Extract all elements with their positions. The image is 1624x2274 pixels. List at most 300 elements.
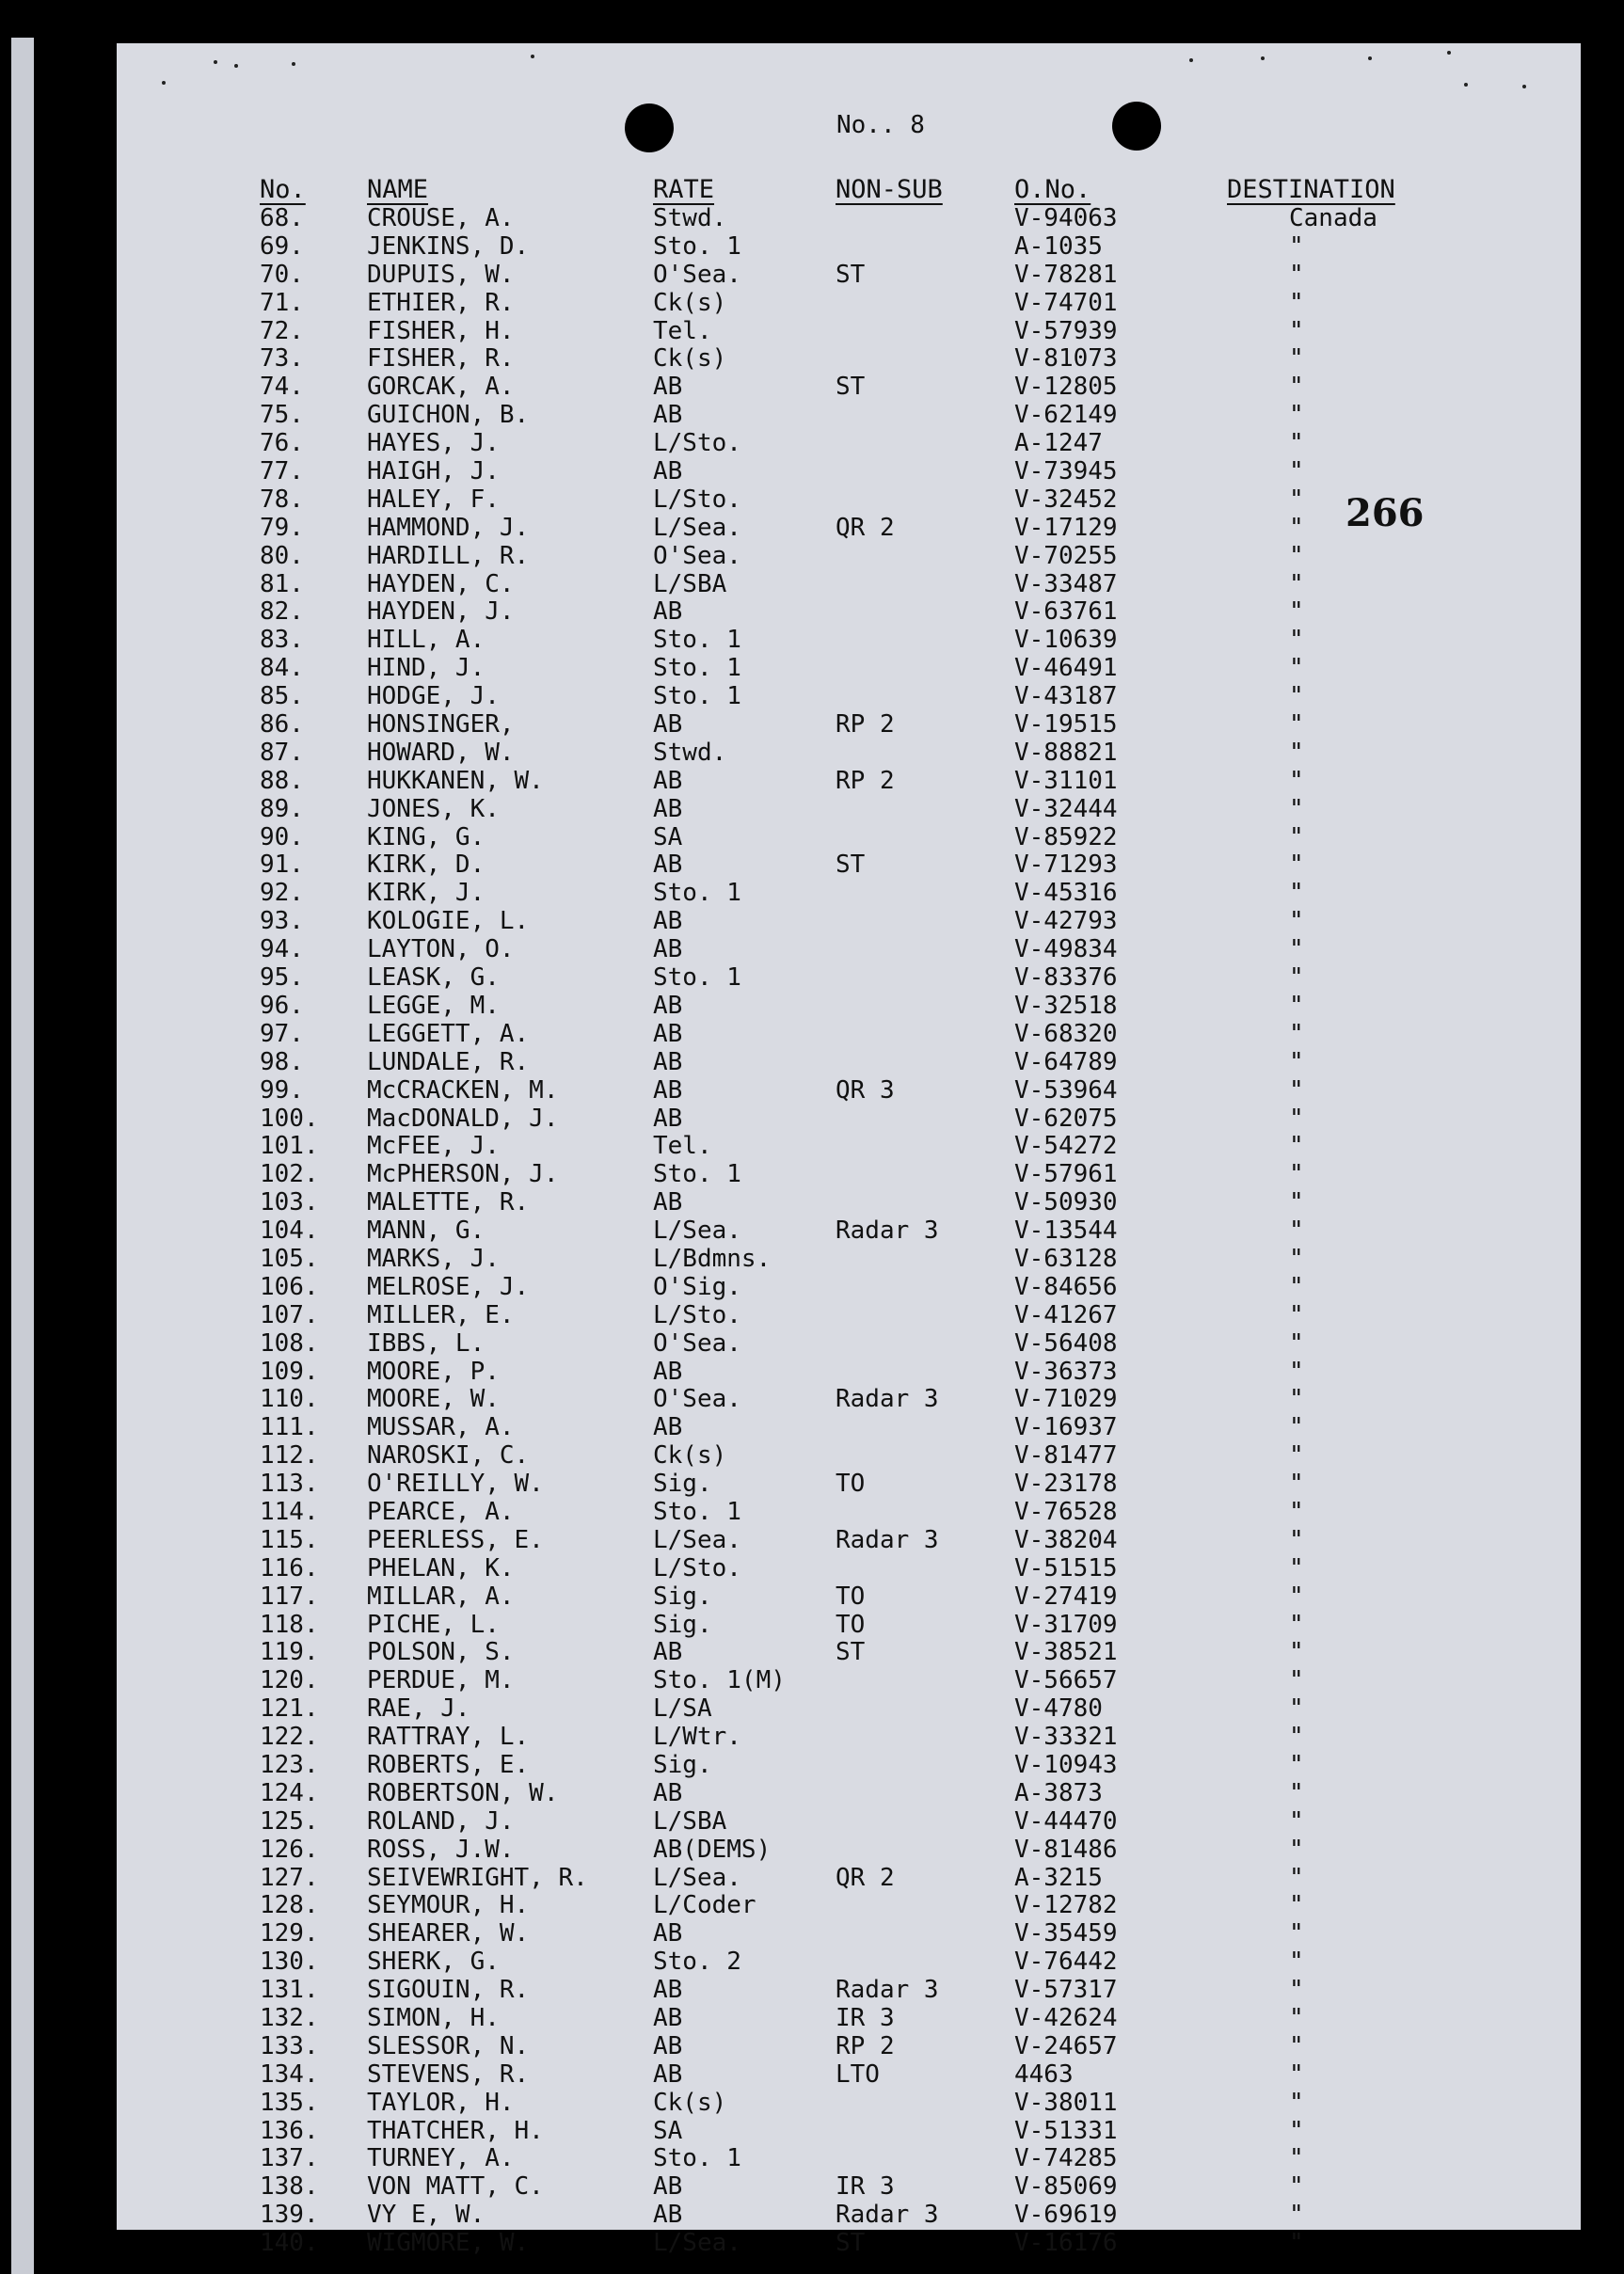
row-official-number: V-74701 (1014, 288, 1118, 317)
row-name: HAYDEN, J. (367, 597, 515, 627)
row-name: ETHIER, R. (367, 288, 515, 317)
row-rate: AB (653, 2031, 683, 2060)
row-name: HAYES, J. (367, 429, 500, 458)
row-rate: AB (653, 710, 683, 739)
row-destination: " (1289, 879, 1304, 908)
row-nonsub: ST (836, 851, 866, 880)
row-destination: " (1289, 2088, 1304, 2117)
row-official-number: V-44470 (1014, 1806, 1118, 1836)
row-number: 72. (260, 316, 304, 345)
row-rate: AB (653, 1357, 683, 1386)
row-destination: " (1289, 231, 1304, 261)
row-nonsub: IR 3 (836, 2172, 895, 2202)
row-destination: " (1289, 1272, 1304, 1301)
row-official-number: V-23178 (1014, 1470, 1118, 1499)
row-destination: " (1289, 1497, 1304, 1526)
row-name: CROUSE, A. (367, 204, 515, 232)
row-number: 111. (260, 1413, 319, 1442)
row-name: MacDONALD, J. (367, 1104, 559, 1133)
row-destination: " (1289, 2031, 1304, 2060)
row-name: LAYTON, O. (367, 935, 515, 964)
row-official-number: V-71029 (1014, 1385, 1118, 1414)
row-nonsub: TO (836, 1610, 866, 1639)
table-row (117, 543, 1581, 571)
row-destination: " (1289, 1217, 1304, 1246)
row-destination: " (1289, 1891, 1304, 1920)
row-official-number: V-70255 (1014, 541, 1118, 570)
table-row (117, 1695, 1581, 1724)
row-nonsub: RP 2 (836, 766, 895, 795)
row-official-number: V-51331 (1014, 2116, 1118, 2145)
row-number: 99. (260, 1075, 304, 1105)
row-official-number: V-32452 (1014, 485, 1118, 514)
table-row (117, 2033, 1581, 2061)
row-name: FISHER, R. (367, 344, 515, 374)
row-rate: SA (653, 2116, 683, 2145)
table-row (117, 430, 1581, 458)
row-official-number: V-19515 (1014, 710, 1118, 739)
row-destination: " (1289, 569, 1304, 598)
row-rate: L/Coder (653, 1891, 756, 1920)
row-rate: AB (653, 1075, 683, 1105)
row-rate: AB (653, 2201, 683, 2230)
table-row (117, 936, 1581, 964)
row-name: PEARCE, A. (367, 1497, 515, 1526)
row-destination: " (1289, 654, 1304, 683)
row-name: MOORE, P. (367, 1357, 500, 1386)
row-name: KIRK, D. (367, 851, 486, 880)
scan-edge (0, 38, 47, 2274)
row-official-number: V-81477 (1014, 1441, 1118, 1471)
row-destination: " (1289, 1104, 1304, 1133)
row-official-number: V-74285 (1014, 2144, 1118, 2173)
row-official-number: V-41267 (1014, 1300, 1118, 1329)
row-number: 91. (260, 851, 304, 880)
punch-hole-right (1112, 102, 1161, 151)
row-destination: " (1289, 1919, 1304, 1948)
row-official-number: V-84656 (1014, 1272, 1118, 1301)
row-official-number: V-24657 (1014, 2031, 1118, 2060)
row-destination: " (1289, 457, 1304, 486)
row-destination: " (1289, 1188, 1304, 1217)
table-row (117, 1386, 1581, 1414)
row-rate: O'Sig. (653, 1272, 741, 1301)
row-name: GUICHON, B. (367, 401, 530, 430)
table-row (117, 683, 1581, 711)
row-rate: Sig. (653, 1582, 712, 1611)
row-official-number: V-12805 (1014, 373, 1118, 402)
row-rate: L/Sto. (653, 485, 741, 514)
row-number: 103. (260, 1188, 319, 1217)
header-ono: O.No. (1014, 175, 1091, 204)
row-rate: Sto. 2 (653, 1948, 741, 1977)
row-nonsub: Radar 3 (836, 2201, 939, 2230)
row-official-number: V-81486 (1014, 1835, 1118, 1864)
row-number: 76. (260, 429, 304, 458)
row-rate: AB (653, 1413, 683, 1442)
row-official-number: V-51515 (1014, 1553, 1118, 1582)
row-official-number: V-62075 (1014, 1104, 1118, 1133)
row-official-number: V-35459 (1014, 1919, 1118, 1948)
table-row (117, 1246, 1581, 1274)
row-nonsub: LTO (836, 2059, 880, 2089)
row-destination: " (1289, 373, 1304, 402)
row-destination: " (1289, 1638, 1304, 1667)
row-official-number: V-88821 (1014, 738, 1118, 767)
row-destination: " (1289, 1244, 1304, 1273)
row-official-number: V-33487 (1014, 569, 1118, 598)
table-row (117, 655, 1581, 683)
personnel-list (117, 205, 1581, 2258)
table-row (117, 739, 1581, 768)
row-official-number: V-46491 (1014, 654, 1118, 683)
row-destination: " (1289, 1835, 1304, 1864)
header-nonsub: NON-SUB (836, 175, 943, 204)
row-destination: " (1289, 1470, 1304, 1499)
row-name: TAYLOR, H. (367, 2088, 515, 2117)
row-name: SEIVEWRIGHT, R. (367, 1863, 588, 1892)
row-rate: AB (653, 851, 683, 880)
row-official-number: V-38204 (1014, 1525, 1118, 1554)
row-official-number: V-43187 (1014, 682, 1118, 711)
row-number: 108. (260, 1328, 319, 1358)
row-name: SIMON, H. (367, 2004, 500, 2032)
table-row (117, 318, 1581, 346)
row-official-number: V-76528 (1014, 1497, 1118, 1526)
row-destination: " (1289, 513, 1304, 542)
table-row (117, 1049, 1581, 1077)
table-row (117, 1752, 1581, 1780)
row-destination: " (1289, 1300, 1304, 1329)
row-official-number: V-27419 (1014, 1582, 1118, 1611)
row-number: 124. (260, 1778, 319, 1807)
row-name: HODGE, J. (367, 682, 500, 711)
row-number: 117. (260, 1582, 319, 1611)
row-name: LEASK, G. (367, 963, 500, 993)
row-destination: " (1289, 344, 1304, 374)
row-number: 134. (260, 2059, 319, 2089)
row-number: 86. (260, 710, 304, 739)
row-rate: L/Sto. (653, 429, 741, 458)
row-destination: " (1289, 794, 1304, 823)
table-row (117, 458, 1581, 486)
row-name: ROBERTS, E. (367, 1750, 530, 1779)
row-rate: AB (653, 794, 683, 823)
row-official-number: 4463 (1014, 2059, 1074, 2089)
row-destination: " (1289, 710, 1304, 739)
table-row (117, 711, 1581, 739)
header-rate: RATE (653, 175, 715, 204)
table-row (117, 1865, 1581, 1893)
row-name: HUKKANEN, W. (367, 766, 544, 795)
row-destination: " (1289, 597, 1304, 627)
row-official-number: V-31709 (1014, 1610, 1118, 1639)
row-destination: " (1289, 1976, 1304, 2005)
row-nonsub: TO (836, 1470, 866, 1499)
table-row (117, 1583, 1581, 1612)
row-nonsub: Radar 3 (836, 1217, 939, 1246)
row-name: RAE, J. (367, 1694, 470, 1724)
table-row (117, 851, 1581, 880)
row-destination: " (1289, 907, 1304, 936)
row-destination: " (1289, 1328, 1304, 1358)
row-number: 98. (260, 1047, 304, 1076)
row-rate: L/Sto. (653, 1553, 741, 1582)
row-destination: " (1289, 1723, 1304, 1752)
table-row (117, 1414, 1581, 1442)
row-destination: " (1289, 260, 1304, 289)
header-name: NAME (367, 175, 429, 204)
table-row (117, 402, 1581, 430)
row-name: PHELAN, K. (367, 1553, 515, 1582)
row-name: MANN, G. (367, 1217, 486, 1246)
row-name: MELROSE, J. (367, 1272, 530, 1301)
table-row (117, 1780, 1581, 1808)
row-number: 97. (260, 1019, 304, 1048)
row-destination: " (1289, 626, 1304, 655)
row-name: MARKS, J. (367, 1244, 500, 1273)
row-nonsub: ST (836, 2229, 866, 2258)
row-official-number: A-1247 (1014, 429, 1103, 458)
row-official-number: V-63761 (1014, 597, 1118, 627)
row-number: 101. (260, 1132, 319, 1161)
speck (1447, 51, 1451, 55)
row-rate: AB (653, 1019, 683, 1048)
row-name: SLESSOR, N. (367, 2031, 530, 2060)
table-row (117, 1527, 1581, 1555)
speck (1522, 85, 1526, 88)
row-destination: " (1289, 1582, 1304, 1611)
row-nonsub: IR 3 (836, 2004, 895, 2032)
table-row (117, 627, 1581, 655)
row-number: 133. (260, 2031, 319, 2060)
row-number: 127. (260, 1863, 319, 1892)
row-name: HILL, A. (367, 626, 486, 655)
row-number: 132. (260, 2004, 319, 2032)
table-row (117, 1105, 1581, 1134)
row-name: THATCHER, H. (367, 2116, 544, 2145)
row-number: 130. (260, 1948, 319, 1977)
table-row (117, 1077, 1581, 1105)
row-name: MUSSAR, A. (367, 1413, 515, 1442)
table-row (117, 1161, 1581, 1189)
row-nonsub: RP 2 (836, 2031, 895, 2060)
row-destination: " (1289, 738, 1304, 767)
row-name: HAMMOND, J. (367, 513, 530, 542)
table-row (117, 2145, 1581, 2173)
row-rate: AB (653, 935, 683, 964)
row-number: 74. (260, 373, 304, 402)
row-nonsub: Radar 3 (836, 1525, 939, 1554)
row-rate: AB (653, 2172, 683, 2202)
table-row (117, 1612, 1581, 1640)
table-row (117, 1133, 1581, 1161)
row-official-number: V-68320 (1014, 1019, 1118, 1048)
table-row (117, 345, 1581, 374)
row-name: TURNEY, A. (367, 2144, 515, 2173)
row-destination: " (1289, 541, 1304, 570)
row-name: HARDILL, R. (367, 541, 530, 570)
row-official-number: V-63128 (1014, 1244, 1118, 1273)
row-official-number: V-38521 (1014, 1638, 1118, 1667)
row-name: ROBERTSON, W. (367, 1778, 559, 1807)
row-destination: " (1289, 1525, 1304, 1554)
row-destination: " (1289, 1948, 1304, 1977)
row-number: 119. (260, 1638, 319, 1667)
table-row (117, 2118, 1581, 2146)
row-number: 94. (260, 935, 304, 964)
row-number: 73. (260, 344, 304, 374)
speck (1189, 58, 1193, 62)
table-row (117, 908, 1581, 936)
table-row (117, 796, 1581, 824)
row-name: HONSINGER, (367, 710, 515, 739)
row-destination: " (1289, 766, 1304, 795)
table-row (117, 1274, 1581, 1302)
row-rate: Sig. (653, 1750, 712, 1779)
row-name: SIGOUIN, R. (367, 1976, 530, 2005)
row-destination: " (1289, 1047, 1304, 1076)
row-official-number: V-83376 (1014, 963, 1118, 993)
row-destination: " (1289, 2059, 1304, 2089)
row-destination: " (1289, 1132, 1304, 1161)
row-rate: O'Sea. (653, 260, 741, 289)
row-rate: Sto. 1 (653, 2144, 741, 2173)
table-row (117, 1948, 1581, 1977)
row-official-number: V-12782 (1014, 1891, 1118, 1920)
row-name: McPHERSON, J. (367, 1160, 559, 1189)
table-row (117, 1302, 1581, 1330)
row-number: 116. (260, 1553, 319, 1582)
row-rate: Stwd. (653, 738, 727, 767)
row-number: 68. (260, 204, 304, 232)
row-rate: Sto. 1(M) (653, 1666, 786, 1695)
table-row (117, 964, 1581, 993)
row-rate: L/SBA (653, 569, 727, 598)
row-number: 88. (260, 766, 304, 795)
row-name: PERDUE, M. (367, 1666, 515, 1695)
row-name: VON MATT, C. (367, 2172, 544, 2202)
row-nonsub: QR 3 (836, 1075, 895, 1105)
row-number: 122. (260, 1723, 319, 1752)
table-row (117, 1442, 1581, 1471)
row-rate: AB (653, 2004, 683, 2032)
row-official-number: V-71293 (1014, 851, 1118, 880)
table-row (117, 233, 1581, 262)
row-number: 135. (260, 2088, 319, 2117)
speck (214, 60, 217, 64)
row-destination: " (1289, 1075, 1304, 1105)
row-name: HOWARD, W. (367, 738, 515, 767)
row-number: 112. (260, 1441, 319, 1471)
row-number: 78. (260, 485, 304, 514)
row-rate: Sto. 1 (653, 231, 741, 261)
table-row (117, 374, 1581, 402)
row-official-number: V-16937 (1014, 1413, 1118, 1442)
row-destination: " (1289, 1778, 1304, 1807)
row-official-number: V-50930 (1014, 1188, 1118, 1217)
table-row (117, 2090, 1581, 2118)
row-official-number: V-42793 (1014, 907, 1118, 936)
row-nonsub: QR 2 (836, 1863, 895, 1892)
row-name: MOORE, W. (367, 1385, 500, 1414)
row-name: FISHER, H. (367, 316, 515, 345)
row-number: 83. (260, 626, 304, 655)
row-number: 136. (260, 2116, 319, 2145)
row-name: KOLOGIE, L. (367, 907, 530, 936)
row-number: 93. (260, 907, 304, 936)
table-row (117, 1471, 1581, 1499)
row-number: 106. (260, 1272, 319, 1301)
row-official-number: V-49834 (1014, 935, 1118, 964)
row-official-number: V-54272 (1014, 1132, 1118, 1161)
row-rate: AB (653, 1919, 683, 1948)
row-name: LEGGETT, A. (367, 1019, 530, 1048)
row-name: LEGGE, M. (367, 991, 500, 1020)
row-number: 110. (260, 1385, 319, 1414)
row-number: 125. (260, 1806, 319, 1836)
row-rate: L/Sto. (653, 1300, 741, 1329)
row-rate: L/Sea. (653, 513, 741, 542)
row-name: MILLER, E. (367, 1300, 515, 1329)
table-row (117, 1724, 1581, 1752)
table-row (117, 1189, 1581, 1217)
row-destination: " (1289, 485, 1304, 514)
row-name: HIND, J. (367, 654, 486, 683)
row-number: 131. (260, 1976, 319, 2005)
row-rate: Sig. (653, 1470, 712, 1499)
row-rate: O'Sea. (653, 541, 741, 570)
row-name: POLSON, S. (367, 1638, 515, 1667)
row-number: 102. (260, 1160, 319, 1189)
row-official-number: V-38011 (1014, 2088, 1118, 2117)
row-official-number: V-32518 (1014, 991, 1118, 1020)
row-official-number: V-85069 (1014, 2172, 1118, 2202)
row-rate: AB (653, 1104, 683, 1133)
table-row (117, 993, 1581, 1021)
row-name: HALEY, F. (367, 485, 500, 514)
table-row (117, 1639, 1581, 1667)
row-destination: " (1289, 991, 1304, 1020)
table-row (117, 1977, 1581, 2005)
row-number: 70. (260, 260, 304, 289)
row-official-number: V-57317 (1014, 1976, 1118, 2005)
row-name: STEVENS, R. (367, 2059, 530, 2089)
row-number: 79. (260, 513, 304, 542)
row-name: DUPUIS, W. (367, 260, 515, 289)
row-destination: " (1289, 1553, 1304, 1582)
row-official-number: V-4780 (1014, 1694, 1103, 1724)
row-number: 120. (260, 1666, 319, 1695)
row-rate: Stwd. (653, 204, 727, 232)
row-official-number: A-3873 (1014, 1778, 1103, 1807)
table-row (117, 1667, 1581, 1695)
row-official-number: A-1035 (1014, 231, 1103, 261)
row-destination: " (1289, 2004, 1304, 2032)
row-rate: Sto. 1 (653, 682, 741, 711)
row-rate: AB (653, 1638, 683, 1667)
row-number: 128. (260, 1891, 319, 1920)
row-name: PEERLESS, E. (367, 1525, 544, 1554)
row-destination: " (1289, 1160, 1304, 1189)
row-rate: Tel. (653, 316, 712, 345)
row-name: GORCAK, A. (367, 373, 515, 402)
row-name: McCRACKEN, M. (367, 1075, 559, 1105)
row-destination: " (1289, 288, 1304, 317)
row-rate: L/SA (653, 1694, 712, 1724)
row-official-number: V-62149 (1014, 401, 1118, 430)
row-number: 114. (260, 1497, 319, 1526)
